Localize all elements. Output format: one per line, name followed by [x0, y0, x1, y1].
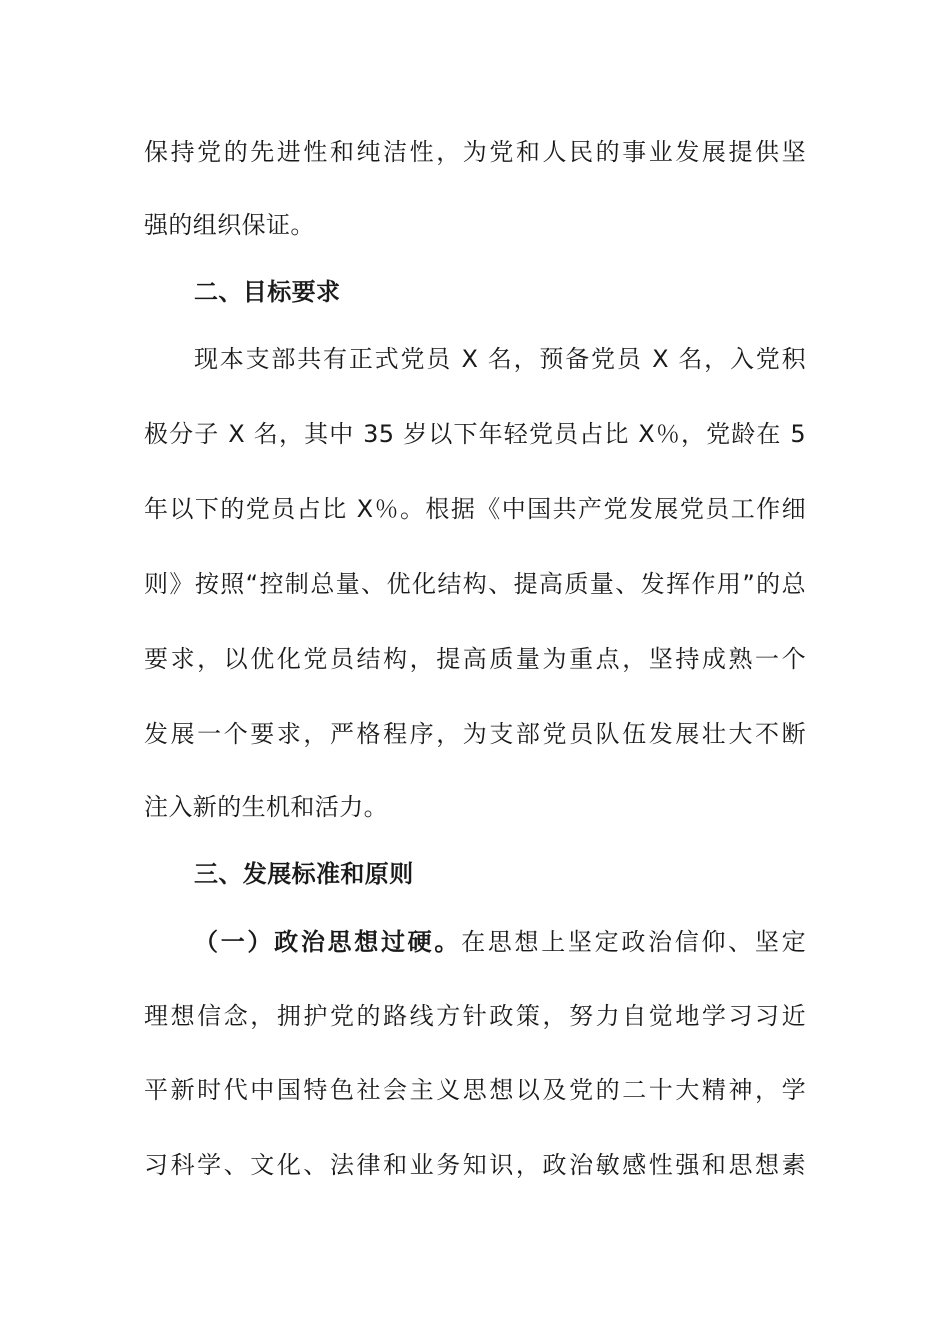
section-heading-standards: 三、发展标准和原则	[194, 860, 414, 888]
para3-line-3: 平新时代中国特色社会主义思想以及党的二十大精神，学	[144, 1076, 806, 1104]
para3-lead-rest: 在思想上坚定政治信仰、坚定	[461, 928, 807, 956]
para2-line-7: 注入新的生机和活力。	[144, 793, 388, 821]
para2-line-6: 发展一个要求，严格程序，为支部党员队伍发展壮大不断	[144, 720, 806, 748]
para3-line-2: 理想信念，拥护党的路线方针政策，努力自觉地学习习近	[144, 1002, 806, 1030]
para2-line-2: 极分子 X 名，其中 35 岁以下年轻党员占比 X％，党龄在 5	[144, 420, 806, 448]
para2-line-1: 现本支部共有正式党员 X 名，预备党员 X 名，入党积	[194, 345, 806, 373]
para2-line-3: 年以下的党员占比 X％。根据《中国共产党发展党员工作细	[144, 495, 806, 523]
para3-line-4: 习科学、文化、法律和业务知识，政治敏感性强和思想素	[144, 1151, 806, 1179]
para1-line-2: 强的组织保证。	[144, 211, 315, 239]
section-heading-goals: 二、目标要求	[194, 278, 341, 306]
para3-line-1	[194, 925, 806, 959]
para2-line-5: 要求，以优化党员结构，提高质量为重点，坚持成熟一个	[144, 645, 806, 673]
para3-lead-bold: （一）政治思想过硬。	[194, 928, 462, 956]
para2-line-4: 则》按照“控制总量、优化结构、提高质量、发挥作用”的总	[144, 570, 806, 598]
para1-line-1: 保持党的先进性和纯洁性，为党和人民的事业发展提供坚	[144, 138, 806, 166]
